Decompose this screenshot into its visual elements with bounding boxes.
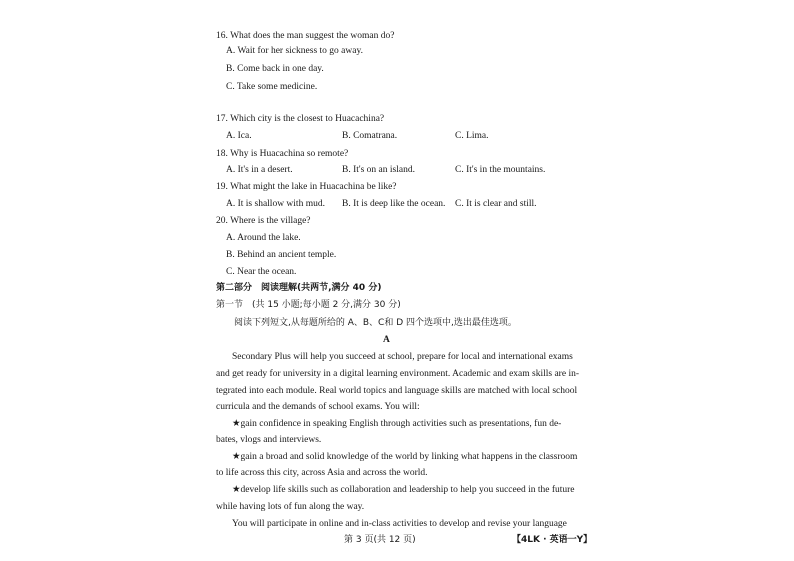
question-20-stem: 20. Where is the village? — [216, 216, 311, 226]
question-17-option-b: B. Comatrana. — [342, 131, 398, 141]
part-2-heading: 第二部分 阅读理解(共两节,满分 40 分) — [216, 283, 382, 293]
question-20-option-c: C. Near the ocean. — [226, 267, 297, 277]
exam-code: 【4LK · 英语一Y】 — [512, 535, 593, 545]
bullet-3-line-1: ★develop life skills such as collaboration and leadership to help you succeed in the future — [232, 485, 575, 495]
question-20-option-b: B. Behind an ancient temple. — [226, 250, 337, 260]
question-18-option-a: A. It's in a desert. — [226, 165, 293, 175]
bullet-2-line-1: ★gain a broad and solid knowledge of the world by linking what happens in the classroom — [232, 452, 578, 462]
question-18-stem: 18. Why is Huacachina so remote? — [216, 149, 349, 159]
question-16-option-c: C. Take some medicine. — [226, 82, 318, 92]
question-20-option-a: A. Around the lake. — [226, 233, 301, 243]
bullet-1-line-2: bates, vlogs and interviews. — [216, 435, 322, 445]
passage-p1-line-1: Secondary Plus will help you succeed at school, prepare for local and international exams — [232, 352, 573, 362]
question-16-option-b: B. Come back in one day. — [226, 64, 324, 74]
bullet-2-line-2: to life across this city, across Asia and across the world. — [216, 468, 428, 478]
question-19-option-c: C. It is clear and still. — [455, 199, 537, 209]
passage-p1-line-3: tegrated into each module. Real world topics and language skills are matched with local school — [216, 386, 578, 396]
bullet-1-line-1: ★gain confidence in speaking English through activities such as presentations, fun de- — [232, 419, 562, 429]
question-16-option-a: A. Wait for her sickness to go away. — [226, 46, 363, 56]
question-19-option-a: A. It is shallow with mud. — [226, 199, 325, 209]
section-1-heading: 第一节 (共 15 小题;每小题 2 分,满分 30 分) — [216, 300, 401, 310]
question-17-stem: 17. Which city is the closest to Huacachina? — [216, 114, 385, 124]
passage-p1-line-2: and get ready for university in a digital learning environment. Academic and exam skills are in- — [216, 369, 579, 379]
question-18-option-b: B. It's on an island. — [342, 165, 415, 175]
reading-instruction: 阅读下列短文,从每题所给的 A、B、C和 D 四个选项中,选出最佳选项。 — [234, 318, 517, 328]
question-19-option-b: B. It is deep like the ocean. — [342, 199, 446, 209]
bullet-3-line-2: while having lots of fun along the way. — [216, 502, 365, 512]
passage-label: A — [383, 335, 390, 345]
question-16-stem: 16. What does the man suggest the woman do? — [216, 31, 395, 41]
question-19-stem: 19. What might the lake in Huacachina be like? — [216, 182, 397, 192]
question-17-option-a: A. Ica. — [226, 131, 252, 141]
page-number: 第 3 页(共 12 页) — [344, 535, 416, 545]
question-17-option-c: C. Lima. — [455, 131, 489, 141]
passage-p1-line-4: curricula and the demands of school exams. You will: — [216, 402, 420, 412]
question-18-option-c: C. It's in the mountains. — [455, 165, 546, 175]
passage-last-line: You will participate in online and in-class activities to develop and revise your language — [232, 519, 567, 529]
